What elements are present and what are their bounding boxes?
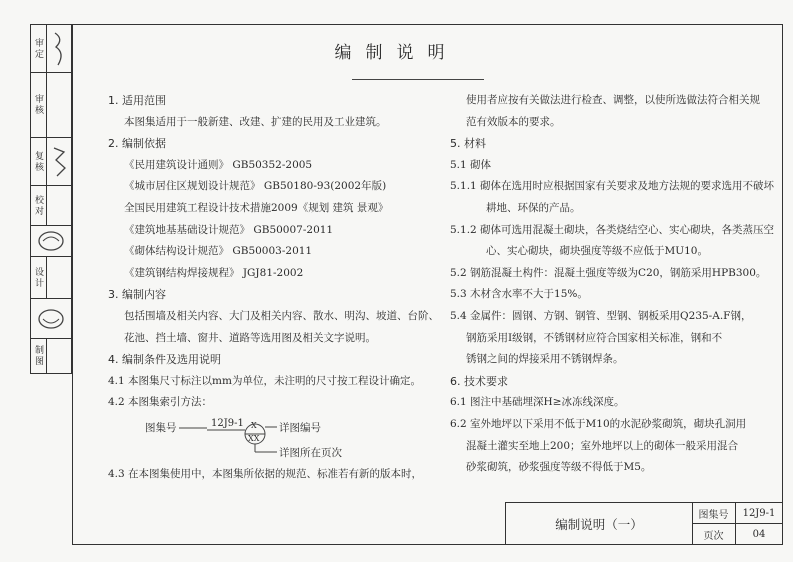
reference-item: 《民用建筑设计通则》 GB50352-2005 — [124, 158, 313, 171]
side-label: 审核 — [31, 73, 47, 137]
paragraph: 心、实心砌块，砌块强度等级不应低于MU10。 — [486, 245, 708, 258]
title-underline — [352, 79, 484, 80]
page-title: 编制说明 — [334, 43, 459, 63]
paragraph: 5.4 金属件：圆钢、方钢、钢管、型钢、钢板采用Q235-A.F钢， — [450, 309, 752, 322]
paragraph: 砂浆砌筑，砂浆强度等级不得低于M5。 — [466, 461, 652, 474]
signature-panel — [30, 24, 72, 374]
paragraph: 锈钢之间的焊接采用不锈钢焊条。 — [466, 353, 624, 366]
title-block — [505, 502, 783, 545]
section-title: 4. 编制条件及选用说明 — [108, 353, 221, 367]
seal-2 — [31, 299, 71, 339]
side-proofread — [31, 186, 71, 226]
section-title: 2. 编制依据 — [108, 137, 166, 151]
paragraph: 本图集适用于一般新建、改建、扩建的民用及工业建筑。 — [124, 115, 387, 128]
reference-item: 《城市居住区规划设计规范》 GB50180-93(2002年版) — [124, 180, 387, 193]
paragraph: 包括围墙及相关内容、大门及相关内容、散水、明沟、坡道、台阶、 — [124, 309, 439, 322]
paragraph: 5.3 木材含水率不大于15%。 — [450, 288, 588, 301]
diagram-bottom-mark: XX — [248, 434, 260, 443]
reference-item: 《建筑钢结构焊接规程》 JGJ81-2002 — [124, 266, 304, 279]
atlas-label: 图集号 — [692, 503, 736, 524]
paragraph: 5.1 砌体 — [450, 158, 492, 171]
side-design — [31, 257, 71, 299]
paragraph: 使用者应按有关做法进行检查、调整，以使所选做法符合相关规 — [466, 94, 760, 106]
diagram-label-bottom: 详图所在页次 — [279, 447, 342, 459]
paragraph: 6.1 图注中基础埋深H≥冰冻线深度。 — [450, 396, 625, 409]
seal-icon — [33, 299, 69, 338]
diagram-prefix: 图集号 — [145, 422, 177, 434]
section-title: 1. 适用范围 — [108, 94, 166, 107]
side-label: 制图 — [31, 339, 47, 373]
paragraph: 5.2 钢筋混凝土构件：混凝土强度等级为C20，钢筋采用HPB300。 — [450, 266, 767, 279]
diagram-code: 12J9-1 — [211, 418, 244, 429]
side-recheck — [31, 138, 71, 186]
side-label: 校对 — [31, 186, 47, 225]
signature — [48, 138, 70, 185]
paragraph: 混凝土灌实至地上200；室外地坪以上的砌体一般采用混合 — [466, 439, 739, 452]
paragraph: 钢筋采用Ⅰ级钢，不锈钢材应符合国家相关标准，钢和不 — [466, 331, 723, 344]
diagram-label-top: 详图编号 — [279, 422, 321, 434]
paragraph: 4.2 本图集索引方法： — [108, 396, 213, 409]
paragraph: 花池、挡土墙、窗井、道路等选用图及相关文字说明。 — [124, 331, 376, 344]
section-title: 5. 材料 — [450, 137, 486, 151]
paragraph: 5.1.1 砌体在选用时应根据国家有关要求及地方法规的要求选用不破坏 — [450, 180, 775, 193]
title-block-name: 编制说明（一） — [506, 503, 693, 544]
page-value: 04 — [752, 528, 766, 540]
left-column — [108, 90, 439, 414]
paragraph: 5.1.2 砌体可选用混凝土砌块，各类烧结空心、实心砌块，各类蒸压空 — [450, 223, 775, 236]
side-label: 设计 — [31, 257, 47, 298]
seal-1 — [31, 226, 71, 257]
page-label: 页次 — [692, 524, 736, 544]
paragraph: 范有效版本的要求。 — [466, 115, 561, 128]
side-drafting — [31, 339, 71, 373]
side-review — [31, 73, 71, 138]
paragraph: 4.3 在本图集使用中，本图集所依据的规范、标准若有新的版本时， — [108, 468, 423, 480]
side-label: 复核 — [31, 138, 47, 185]
paragraph: 耕地、环保的产品。 — [486, 201, 581, 214]
section-title: 3. 编制内容 — [108, 288, 166, 302]
seal-icon — [33, 226, 69, 256]
left-column-end — [108, 464, 422, 486]
side-label: 审定 — [31, 25, 47, 72]
right-column — [450, 90, 774, 479]
section-title: 6. 技术要求 — [450, 374, 508, 388]
atlas-value: 12J9-1 — [736, 503, 782, 524]
reference-item: 《建筑地基基础设计规范》 GB50007-2011 — [124, 223, 334, 236]
reference-item: 全国民用建筑工程设计技术措施2009《规划 建筑 景观》 — [124, 201, 389, 214]
paragraph: 4.1 本图集尺寸标注以mm为单位，未注明的尺寸按工程设计确定。 — [108, 374, 421, 387]
reference-item: 《砌体结构设计规范》 GB50003-2011 — [124, 245, 313, 258]
paragraph: 6.2 室外地坪以下采用不低于M10的水泥砂浆砌筑，砌块孔洞用 — [450, 417, 747, 430]
diagram-top-mark: X — [251, 421, 257, 430]
